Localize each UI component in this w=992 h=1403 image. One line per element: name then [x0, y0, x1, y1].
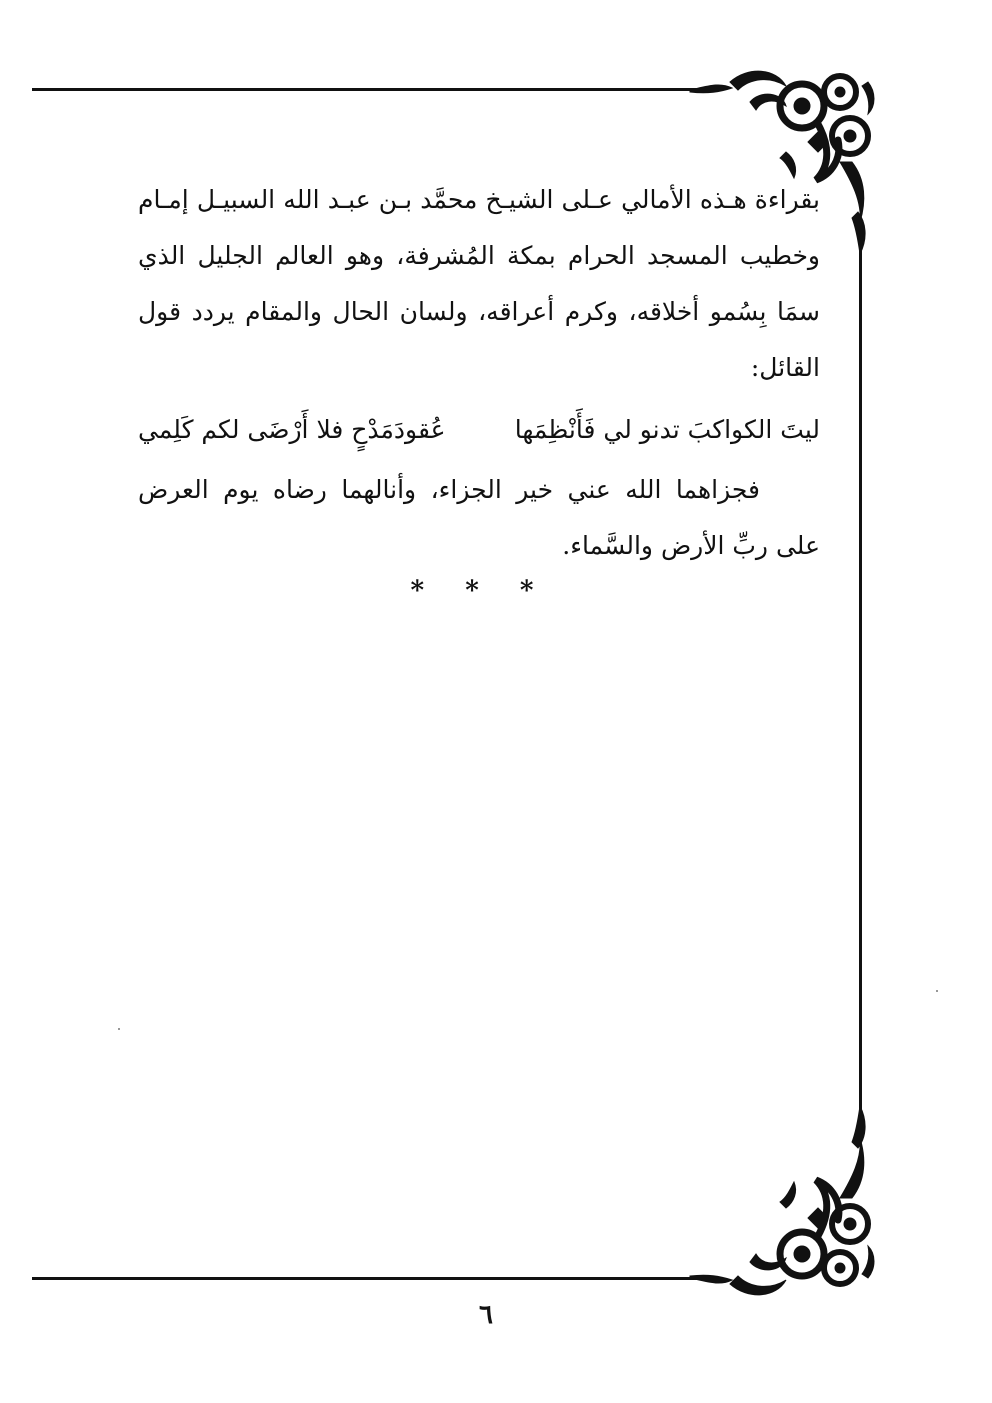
- scan-speck: [118, 1028, 120, 1030]
- bottom-corner-ornament-icon: [690, 1098, 880, 1298]
- page-number: ٦: [479, 1300, 493, 1330]
- opening-paragraph: بقراءة هـذه الأمالي عـلى الشيـخ محمَّد بـن عبـد الله السبيـل إمـام وخطيب المسجد الحرام بمكة المُشرفة، وهو العالم الجليل الذي سمَا بِسُمو أخلاقه، وكرم أعراقه، ولسان الحال والمقام يردد قول القائل:: [138, 185, 820, 382]
- section-separator: * * *: [410, 576, 550, 606]
- scan-speck: [936, 990, 938, 992]
- right-frame-line: [859, 250, 862, 1120]
- verse-first-hemistich: ليتَ الكواكبَ تدنو لي فَأَنْظِمَها: [514, 415, 820, 444]
- poetry-verse: [138, 402, 820, 458]
- verse-second-hemistich: عُقودَمَدْحٍ فلا أَرْضَى لكم كَلِمي: [138, 415, 446, 444]
- closing-paragraph: فجزاهما الله عني خير الجزاء، وأنالهما رضاه يوم العرض على ربِّ الأرض والسَّماء.: [138, 475, 820, 560]
- main-text-block: [138, 172, 820, 574]
- top-frame-line: [32, 88, 712, 91]
- bottom-frame-line: [32, 1277, 712, 1280]
